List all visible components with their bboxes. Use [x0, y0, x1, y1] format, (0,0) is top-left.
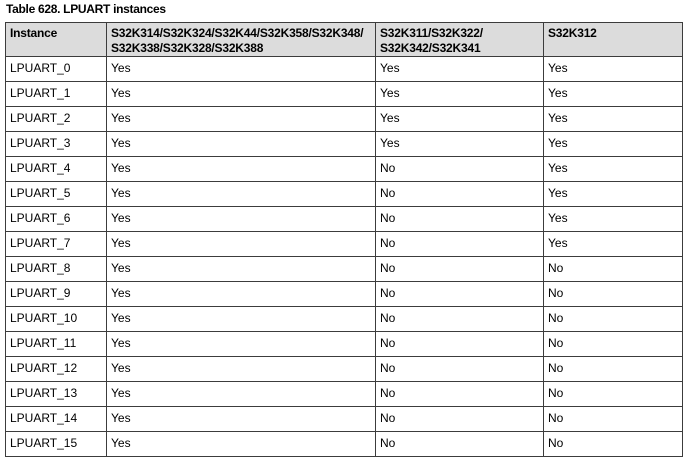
table-row	[6, 182, 683, 207]
group-2-cell: No	[376, 182, 544, 207]
group-3-cell: Yes	[544, 82, 683, 107]
group-2-cell: Yes	[376, 132, 544, 157]
group-2-cell: No	[376, 282, 544, 307]
group-2-cell: No	[376, 307, 544, 332]
instance-cell: LPUART_0	[6, 57, 107, 82]
instance-cell: LPUART_12	[6, 357, 107, 382]
group-3-cell: Yes	[544, 57, 683, 82]
group-2-cell: Yes	[376, 82, 544, 107]
group-2-cell: No	[376, 382, 544, 407]
group-1-cell: Yes	[107, 307, 376, 332]
group-1-cell: Yes	[107, 232, 376, 257]
instance-cell: LPUART_8	[6, 257, 107, 282]
group-3-cell: Yes	[544, 107, 683, 132]
group-2-cell: No	[376, 157, 544, 182]
header-device-group-2-line-1: S32K311/S32K322/	[380, 26, 483, 40]
instance-cell: LPUART_9	[6, 282, 107, 307]
group-2-cell: No	[376, 257, 544, 282]
header-device-group-1-line-2: S32K338/S32K328/S32K388	[111, 41, 264, 55]
group-2-cell: No	[376, 407, 544, 432]
group-1-cell: Yes	[107, 157, 376, 182]
lpuart-instances-table	[5, 22, 683, 457]
group-1-cell: Yes	[107, 107, 376, 132]
group-3-cell: No	[544, 382, 683, 407]
table-row	[6, 357, 683, 382]
instance-cell: LPUART_4	[6, 157, 107, 182]
group-2-cell: No	[376, 432, 544, 457]
table-row	[6, 307, 683, 332]
group-3-cell: No	[544, 407, 683, 432]
group-3-cell: No	[544, 332, 683, 357]
header-device-group-3: S32K312	[544, 23, 683, 57]
group-1-cell: Yes	[107, 132, 376, 157]
instance-cell: LPUART_11	[6, 332, 107, 357]
group-3-cell: Yes	[544, 157, 683, 182]
header-device-group-1	[107, 23, 376, 57]
group-2-cell: No	[376, 232, 544, 257]
table-row	[6, 282, 683, 307]
table-row	[6, 57, 683, 82]
group-1-cell: Yes	[107, 382, 376, 407]
group-1-cell: Yes	[107, 282, 376, 307]
table-row	[6, 232, 683, 257]
group-3-cell: No	[544, 282, 683, 307]
instance-cell: LPUART_13	[6, 382, 107, 407]
group-3-cell: No	[544, 307, 683, 332]
group-2-cell: No	[376, 332, 544, 357]
table-row	[6, 82, 683, 107]
group-1-cell: Yes	[107, 357, 376, 382]
table-row	[6, 207, 683, 232]
instance-cell: LPUART_14	[6, 407, 107, 432]
group-2-cell: No	[376, 207, 544, 232]
instance-cell: LPUART_10	[6, 307, 107, 332]
table-row	[6, 382, 683, 407]
group-3-cell: Yes	[544, 207, 683, 232]
group-3-cell: Yes	[544, 182, 683, 207]
group-1-cell: Yes	[107, 257, 376, 282]
instance-cell: LPUART_5	[6, 182, 107, 207]
group-1-cell: Yes	[107, 57, 376, 82]
instance-cell: LPUART_1	[6, 82, 107, 107]
instance-cell: LPUART_3	[6, 132, 107, 157]
table-row	[6, 257, 683, 282]
group-3-cell: Yes	[544, 232, 683, 257]
instance-cell: LPUART_7	[6, 232, 107, 257]
table-row	[6, 132, 683, 157]
table-row	[6, 157, 683, 182]
table-body	[6, 57, 683, 457]
instance-cell: LPUART_15	[6, 432, 107, 457]
group-2-cell: Yes	[376, 57, 544, 82]
group-1-cell: Yes	[107, 207, 376, 232]
group-2-cell: Yes	[376, 107, 544, 132]
table-row	[6, 407, 683, 432]
group-1-cell: Yes	[107, 332, 376, 357]
group-1-cell: Yes	[107, 432, 376, 457]
table-row	[6, 107, 683, 132]
table-header-row	[6, 23, 683, 57]
group-2-cell: No	[376, 357, 544, 382]
group-1-cell: Yes	[107, 82, 376, 107]
table-row	[6, 432, 683, 457]
group-3-cell: Yes	[544, 132, 683, 157]
header-instance: Instance	[6, 23, 107, 57]
header-device-group-1-line-1: S32K314/S32K324/S32K44/S32K358/S32K348/	[111, 26, 364, 40]
group-1-cell: Yes	[107, 407, 376, 432]
instance-cell: LPUART_6	[6, 207, 107, 232]
group-3-cell: No	[544, 357, 683, 382]
header-device-group-2	[376, 23, 544, 57]
instance-cell: LPUART_2	[6, 107, 107, 132]
group-3-cell: No	[544, 257, 683, 282]
table-row	[6, 332, 683, 357]
group-3-cell: No	[544, 432, 683, 457]
group-1-cell: Yes	[107, 182, 376, 207]
header-device-group-2-line-2: S32K342/S32K341	[380, 41, 481, 55]
table-caption: Table 628. LPUART instances	[6, 2, 166, 16]
